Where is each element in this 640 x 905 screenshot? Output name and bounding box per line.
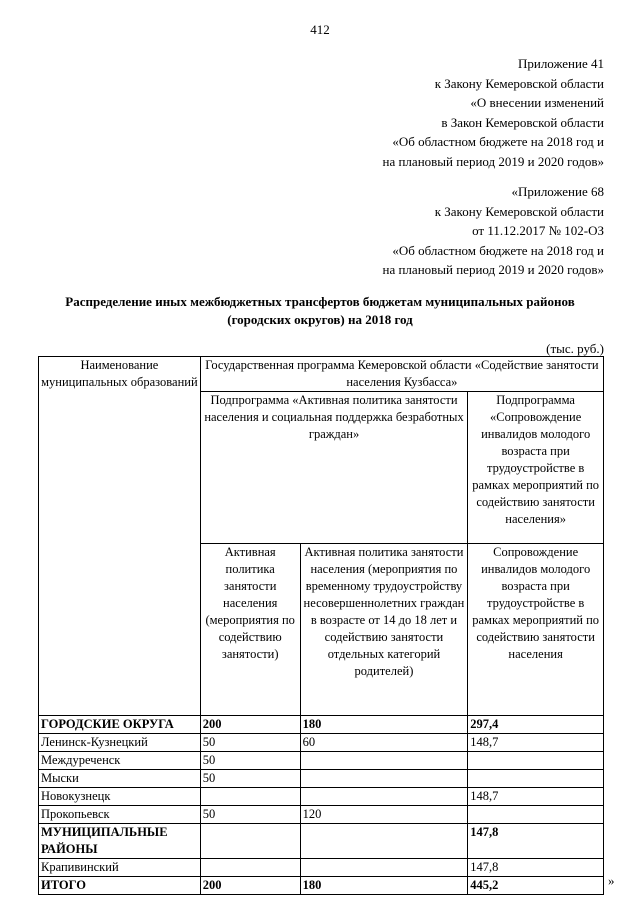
- appendix-41-header: [383, 54, 605, 171]
- appendix-line: к Закону Кемеровской области: [434, 203, 604, 219]
- row-value-1: [200, 859, 300, 877]
- row-name: Крапивинский: [39, 859, 201, 877]
- row-name: Ленинск-Кузнецкий: [39, 734, 201, 752]
- appendix-line: в Закон Кемеровской области: [441, 114, 604, 130]
- appendix-line: «Приложение 68: [511, 184, 604, 199]
- document-title: [0, 293, 640, 329]
- row-value-3: [468, 806, 604, 824]
- row-value-1: 50: [200, 770, 300, 788]
- header-state-program: Государственная программа Кемеровской области «Содействие занятости населения Кузбасса»: [200, 357, 603, 392]
- table-row: [39, 824, 604, 859]
- table-row: [39, 770, 604, 788]
- table-row: [39, 788, 604, 806]
- header-column-2: Активная политика занятости населения (мероприятия по временному трудоустройству несовершеннолетних граждан в возрасте от 14 до 18 лет и содействию занятости отдельных категорий родителей): [300, 544, 468, 716]
- appendix-line: «Об областном бюджете на 2018 год и: [392, 134, 604, 149]
- row-value-3: 148,7: [468, 734, 604, 752]
- title-line-1: Распределение иных межбюджетных трансфертов бюджетам муниципальных районов: [65, 294, 575, 309]
- appendix-line: «Об областном бюджете на 2018 год и: [392, 242, 604, 258]
- row-value-2: [300, 752, 468, 770]
- header-subprogram-2: Подпрограмма «Сопровождение инвалидов молодого возраста при трудоустройстве в рамках мероприятий по содействию занятости населения»: [468, 392, 604, 544]
- appendix-68-header: [383, 182, 605, 280]
- row-name: Мыски: [39, 770, 201, 788]
- appendix-line: на плановый период 2019 и 2020 годов»: [382, 153, 604, 169]
- header-municipality: Наименование муниципальных образований: [39, 357, 201, 716]
- appendix-line: Приложение 41: [517, 56, 604, 71]
- table-row: [39, 806, 604, 824]
- row-value-2: [300, 859, 468, 877]
- row-value-2: 180: [300, 716, 468, 734]
- row-value-3: [468, 752, 604, 770]
- row-value-1: 200: [200, 877, 300, 895]
- header-subprogram-1: Подпрограмма «Активная политика занятости населения и социальная поддержка безработных граждан»: [200, 392, 467, 544]
- row-value-2: 120: [300, 806, 468, 824]
- row-value-3: [468, 770, 604, 788]
- row-name: ГОРОДСКИЕ ОКРУГА: [39, 716, 201, 734]
- appendix-line: на плановый период 2019 и 2020 годов»: [382, 262, 604, 277]
- row-value-1: 50: [200, 734, 300, 752]
- row-name: Прокопьевск: [39, 806, 201, 824]
- row-value-3: 445,2: [468, 877, 604, 895]
- row-value-2: 60: [300, 734, 468, 752]
- header-column-1: Активная политика занятости населения (мероприятия по содействию занятости): [200, 544, 300, 716]
- appendix-line: от 11.12.2017 № 102-ОЗ: [472, 223, 604, 238]
- row-value-1: [200, 824, 300, 859]
- transfers-table: [38, 356, 604, 895]
- row-name: МУНИЦИПАЛЬНЫЕ РАЙОНЫ: [39, 824, 201, 859]
- row-value-1: 200: [200, 716, 300, 734]
- row-name: Междуреченск: [39, 752, 201, 770]
- row-value-3: 297,4: [468, 716, 604, 734]
- row-name: Новокузнецк: [39, 788, 201, 806]
- table-row: [39, 752, 604, 770]
- units-label: (тыс. руб.): [546, 341, 604, 356]
- table-row: [39, 734, 604, 752]
- row-value-1: 50: [200, 806, 300, 824]
- page-number: 412: [310, 22, 330, 37]
- row-value-3: 148,7: [468, 788, 604, 806]
- row-name: ИТОГО: [39, 877, 201, 895]
- table-row: [39, 716, 604, 734]
- row-value-2: [300, 824, 468, 859]
- row-value-2: [300, 788, 468, 806]
- appendix-line: «О внесении изменений: [470, 95, 604, 110]
- appendix-line: к Закону Кемеровской области: [434, 75, 604, 91]
- table-row: [39, 877, 604, 895]
- row-value-1: [200, 788, 300, 806]
- title-line-2: (городских округов) на 2018 год: [227, 312, 413, 327]
- table-row: [39, 859, 604, 877]
- row-value-3: 147,8: [468, 859, 604, 877]
- header-column-3: Сопровождение инвалидов молодого возраста при трудоустройстве в рамках мероприятий по содействию занятости населения: [468, 544, 604, 716]
- row-value-2: [300, 770, 468, 788]
- closing-quote: »: [608, 873, 615, 888]
- row-value-1: 50: [200, 752, 300, 770]
- row-value-2: 180: [300, 877, 468, 895]
- row-value-3: 147,8: [468, 824, 604, 859]
